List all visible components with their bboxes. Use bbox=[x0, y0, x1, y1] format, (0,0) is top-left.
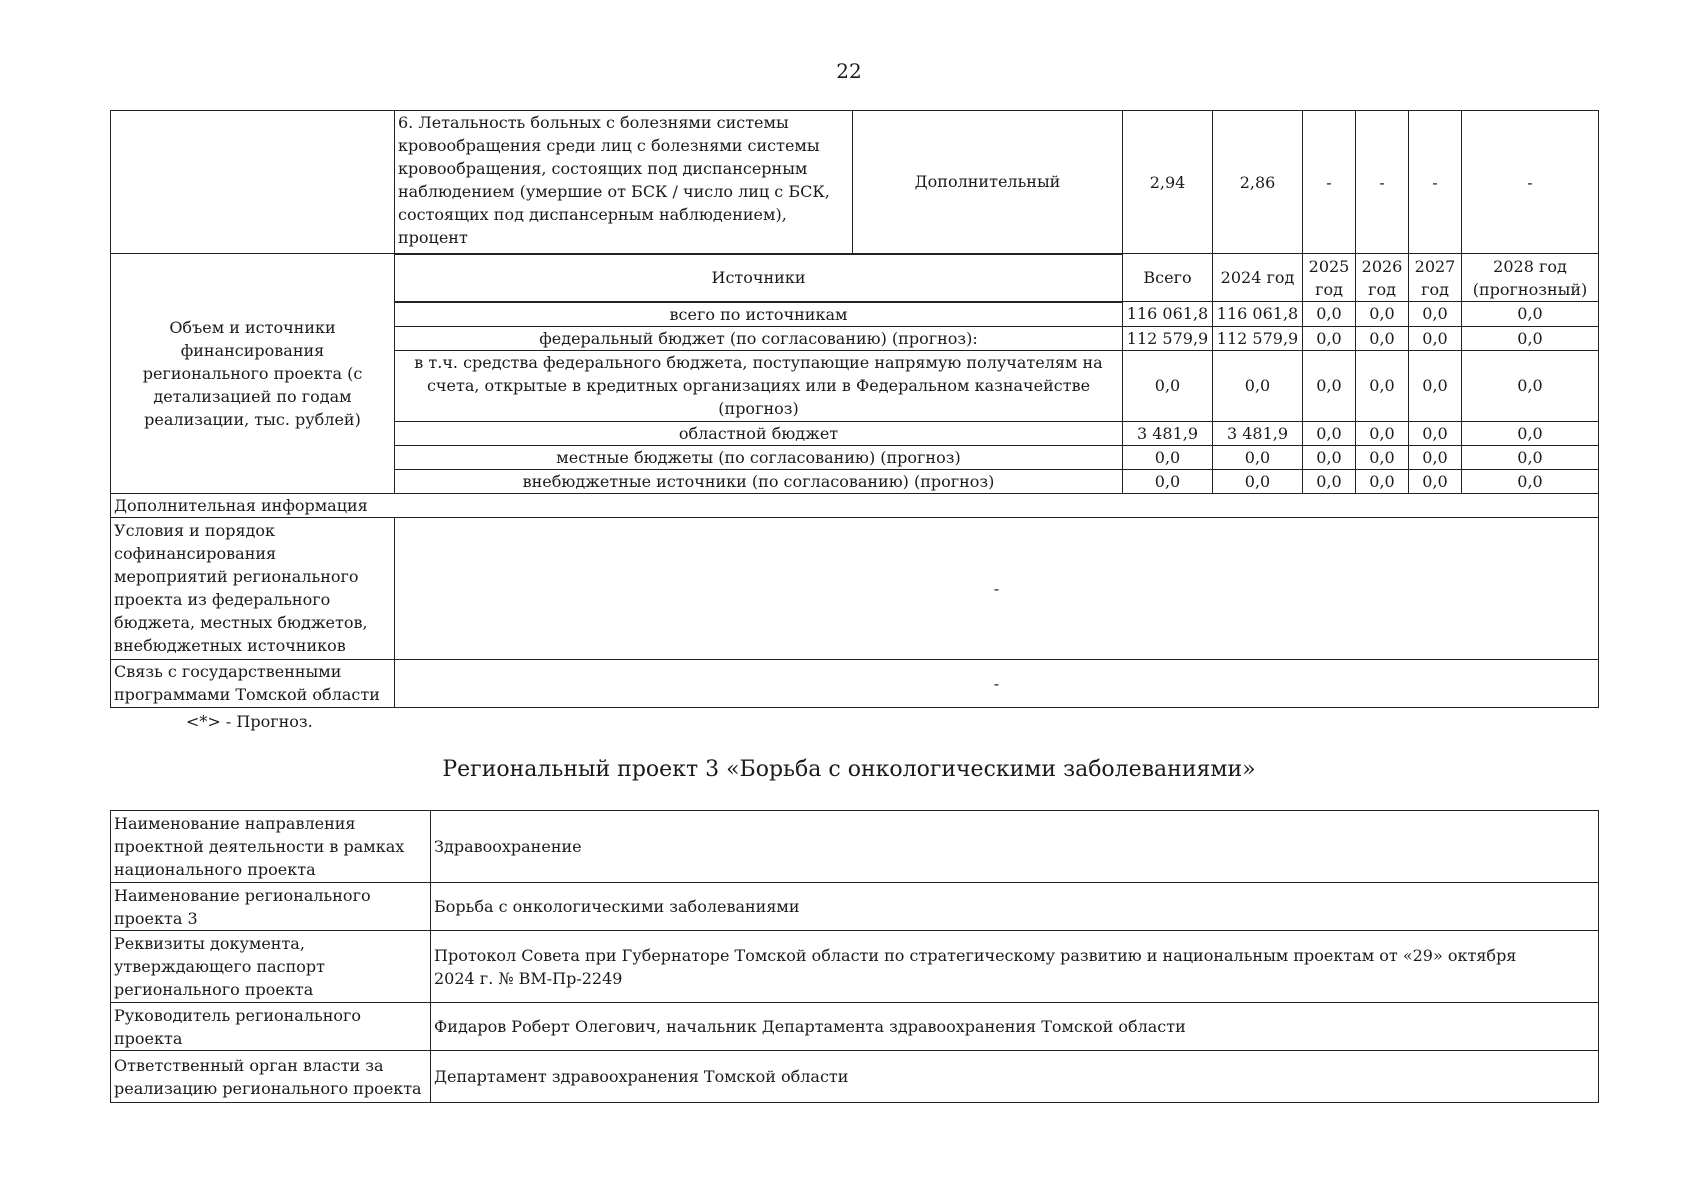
financing-value: 0,0 bbox=[1356, 445, 1409, 469]
financing-value: 0,0 bbox=[1303, 469, 1356, 493]
project3-row-value: Фидаров Роберт Олегович, начальник Департамента здравоохранения Томской области bbox=[431, 1003, 1599, 1051]
project3-row-value: Департамент здравоохранения Томской области bbox=[431, 1051, 1599, 1103]
programs-label: Связь с государственными программами Томской области bbox=[111, 659, 395, 707]
financing-value: 3 481,9 bbox=[1123, 421, 1213, 445]
financing-source: областной бюджет bbox=[395, 421, 1123, 445]
project3-title: Региональный проект 3 «Борьба с онкологическими заболеваниями» bbox=[442, 757, 1256, 782]
indicator-2025: - bbox=[1303, 111, 1356, 254]
project3-row-label: Реквизиты документа, утверждающего паспорт регионального проекта bbox=[111, 931, 431, 1003]
financing-value: 0,0 bbox=[1123, 469, 1213, 493]
project3-row-value: Здравоохранение bbox=[431, 811, 1599, 883]
financing-header-2025: 2025 год bbox=[1303, 254, 1356, 302]
financing-value: 0,0 bbox=[1303, 302, 1356, 327]
empty-cell bbox=[111, 111, 395, 254]
financing-value: 0,0 bbox=[1356, 350, 1409, 421]
programs-value: - bbox=[395, 659, 1599, 707]
financing-value: 0,0 bbox=[1462, 445, 1599, 469]
indicator-base-value: 2,94 bbox=[1123, 111, 1213, 254]
indicator-row bbox=[111, 111, 1599, 254]
project3-row bbox=[111, 1051, 1599, 1103]
financing-value: 0,0 bbox=[1356, 469, 1409, 493]
project3-row-label: Ответственный орган власти за реализацию регионального проекта bbox=[111, 1051, 431, 1103]
financing-value: 0,0 bbox=[1409, 326, 1462, 350]
financing-header-total: Всего bbox=[1123, 254, 1213, 302]
financing-source: внебюджетные источники (по согласованию) (прогноз) bbox=[395, 469, 1123, 493]
project3-row-label: Руководитель регионального проекта bbox=[111, 1003, 431, 1051]
project3-passport-table bbox=[110, 810, 1599, 1103]
project3-row-label: Наименование регионального проекта 3 bbox=[111, 883, 431, 931]
cofinancing-row bbox=[111, 517, 1599, 659]
financing-value: 0,0 bbox=[1409, 421, 1462, 445]
financing-value: 0,0 bbox=[1303, 421, 1356, 445]
financing-value: 112 579,9 bbox=[1213, 326, 1303, 350]
financing-value: 0,0 bbox=[1303, 326, 1356, 350]
cofinancing-label: Условия и порядок софинансирования мероприятий регионального проекта из федерального бюджета, местных бюджетов, внебюджетных источников bbox=[111, 517, 395, 659]
financing-value: 0,0 bbox=[1409, 302, 1462, 327]
financing-source: в т.ч. средства федерального бюджета, поступающие напрямую получателям на счета, открытые в кредитных организациях или в Федеральном казначействе (прогноз) bbox=[395, 350, 1123, 421]
financing-value: 0,0 bbox=[1303, 445, 1356, 469]
financing-value: 3 481,9 bbox=[1213, 421, 1303, 445]
financing-value: 0,0 bbox=[1356, 302, 1409, 327]
financing-value: 0,0 bbox=[1409, 445, 1462, 469]
indicator-2026: - bbox=[1356, 111, 1409, 254]
project3-row bbox=[111, 1003, 1599, 1051]
financing-header-2027: 2027 год bbox=[1409, 254, 1462, 302]
indicator-type: Дополнительный bbox=[853, 111, 1123, 254]
cofinancing-value: - bbox=[395, 517, 1599, 659]
financing-value: 0,0 bbox=[1356, 421, 1409, 445]
page-number: 22 bbox=[836, 59, 862, 83]
financing-header-2024: 2024 год bbox=[1213, 254, 1303, 302]
project3-row-value: Борьба с онкологическими заболеваниями bbox=[431, 883, 1599, 931]
financing-header-2028: 2028 год (прогнозный) bbox=[1462, 254, 1599, 302]
indicator-2024: 2,86 bbox=[1213, 111, 1303, 254]
project3-row-value: Протокол Совета при Губернаторе Томской области по стратегическому развитию и национальным проектам от «29» октября 2024 г. № ВМ-Пр-2249 bbox=[431, 931, 1599, 1003]
financing-header-2026: 2026 год bbox=[1356, 254, 1409, 302]
financing-source: федеральный бюджет (по согласованию) (прогноз): bbox=[395, 326, 1123, 350]
financing-value: 0,0 bbox=[1409, 350, 1462, 421]
financing-value: 112 579,9 bbox=[1123, 326, 1213, 350]
indicator-name: 6. Летальность больных с болезнями системы кровообращения среди лиц с болезнями системы кровообращения, состоящих под диспансерным наблюдением (умершие от БСК / число лиц с БСК, состоящих под диспансерным наблюдением), процент bbox=[395, 111, 853, 254]
financing-value: 0,0 bbox=[1213, 469, 1303, 493]
financing-value: 116 061,8 bbox=[1213, 302, 1303, 327]
financing-header-row bbox=[111, 254, 1599, 302]
financing-value: 0,0 bbox=[1213, 350, 1303, 421]
passport-table-continued bbox=[110, 110, 1599, 708]
financing-value: 116 061,8 bbox=[1123, 302, 1213, 327]
financing-value: 0,0 bbox=[1123, 445, 1213, 469]
financing-value: 0,0 bbox=[1462, 326, 1599, 350]
financing-value: 0,0 bbox=[1356, 326, 1409, 350]
footnote: <*> - Прогноз. bbox=[186, 712, 313, 731]
project3-row-label: Наименование направления проектной деятельности в рамках национального проекта bbox=[111, 811, 431, 883]
financing-source: местные бюджеты (по согласованию) (прогноз) bbox=[395, 445, 1123, 469]
project3-row bbox=[111, 883, 1599, 931]
financing-value: 0,0 bbox=[1462, 421, 1599, 445]
indicator-2027: - bbox=[1409, 111, 1462, 254]
project3-row bbox=[111, 811, 1599, 883]
financing-value: 0,0 bbox=[1409, 469, 1462, 493]
financing-value: 0,0 bbox=[1462, 302, 1599, 327]
financing-value: 0,0 bbox=[1123, 350, 1213, 421]
financing-label: Объем и источники финансирования регионального проекта (с детализацией по годам реализации, тыс. рублей) bbox=[111, 254, 395, 494]
financing-header-sources: Источники bbox=[395, 254, 1123, 302]
indicator-2028: - bbox=[1462, 111, 1599, 254]
financing-source: всего по источникам bbox=[395, 302, 1123, 327]
additional-info-header: Дополнительная информация bbox=[111, 493, 1599, 517]
additional-info-row bbox=[111, 493, 1599, 517]
financing-value: 0,0 bbox=[1213, 445, 1303, 469]
financing-value: 0,0 bbox=[1462, 350, 1599, 421]
financing-value: 0,0 bbox=[1462, 469, 1599, 493]
programs-row bbox=[111, 659, 1599, 707]
financing-value: 0,0 bbox=[1303, 350, 1356, 421]
project3-row bbox=[111, 931, 1599, 1003]
